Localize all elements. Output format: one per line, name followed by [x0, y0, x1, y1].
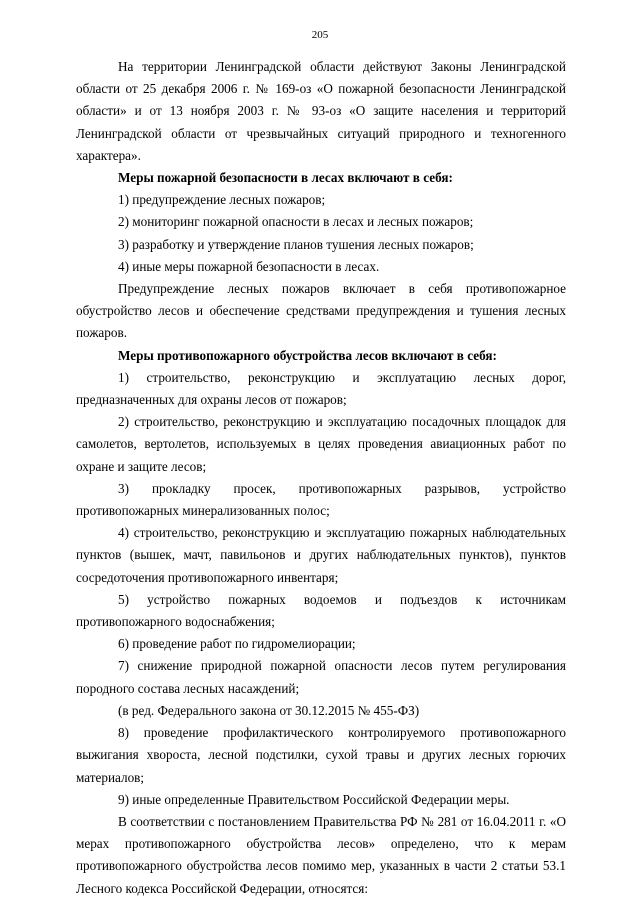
list-item: 9) иные определенные Правительством Российской Федерации меры.	[118, 791, 510, 807]
paragraph-resolution: В соответствии с постановлением Правительства РФ № 281 от 16.04.2011 г. «О мерах противопожарного обустройства лесов» определено, что к мерам противопожарного обустройства лесов помимо мер, указанных в части 2 статьи 53.1 Лесного кодекса Российской Федерации, относятся:	[76, 813, 566, 896]
list-item: 4) строительство, реконструкцию и эксплуатацию пожарных наблюдательных пунктов (вышек, мачт, павильонов и других наблюдательных пунктов), пунктов сосредоточения противопожарного инвентаря;	[76, 525, 566, 585]
list-item: 7) снижение природной пожарной опасности лесов путем регулирования породного состава лесных насаждений;	[76, 658, 566, 696]
heading-fire-safety-measures: Меры пожарной безопасности в лесах включают в себя:	[118, 170, 453, 186]
list-item: 5) устройство пожарных водоемов и подъездов к источникам противопожарного водоснабжения;	[76, 591, 566, 630]
amendment-note: (в ред. Федерального закона от 30.12.2015 № 455-ФЗ)	[118, 702, 420, 718]
list-item: 3) разработку и утверждение планов тушения лесных пожаров;	[118, 236, 474, 252]
list-item: 2) мониторинг пожарной опасности в лесах и лесных пожаров;	[118, 214, 474, 230]
list-item: 6) проведение работ по гидромелиорации;	[118, 636, 356, 652]
page-number: 205	[311, 29, 329, 41]
list-item: 8) проведение профилактического контролируемого противопожарного выжигания хвороста, лесной подстилки, сухой травы и других лесных горючих материалов;	[76, 725, 566, 785]
paragraph-prevention: Предупреждение лесных пожаров включает в себя противопожарное обустройство лесов и обеспечение средствами предупреждения и тушения лесных пожаров.	[76, 281, 566, 341]
list-item: 1) предупреждение лесных пожаров;	[118, 192, 326, 208]
list-item: 1) строительство, реконструкцию и эксплуатацию лесных дорог, предназначенных для охраны лесов от пожаров;	[76, 369, 566, 408]
heading-fire-protection-arrangement: Меры противопожарного обустройства лесов включают в себя:	[118, 347, 497, 363]
list-item: 3) прокладку просек, противопожарных разрывов, устройство противопожарных минерализованных полос;	[76, 480, 566, 519]
paragraph-intro: На территории Ленинградской области действуют Законы Ленинградской области от 25 декабря 2006 г. № 169-оз «О пожарной безопасности Ленинградской области» и от 13 ноября 2003 г. № 93-оз «О защите населения и территорий Ленинградской области от чрезвычайных ситуаций природного и техногенного характера».	[76, 59, 566, 163]
document-body	[76, 56, 566, 900]
list-item: 4) иные меры пожарной безопасности в лесах.	[118, 258, 380, 274]
list-item: 2) строительство, реконструкцию и эксплуатацию посадочных площадок для самолетов, вертолетов, используемых в целях проведения авиационных работ по охране и защите лесов;	[76, 414, 566, 474]
